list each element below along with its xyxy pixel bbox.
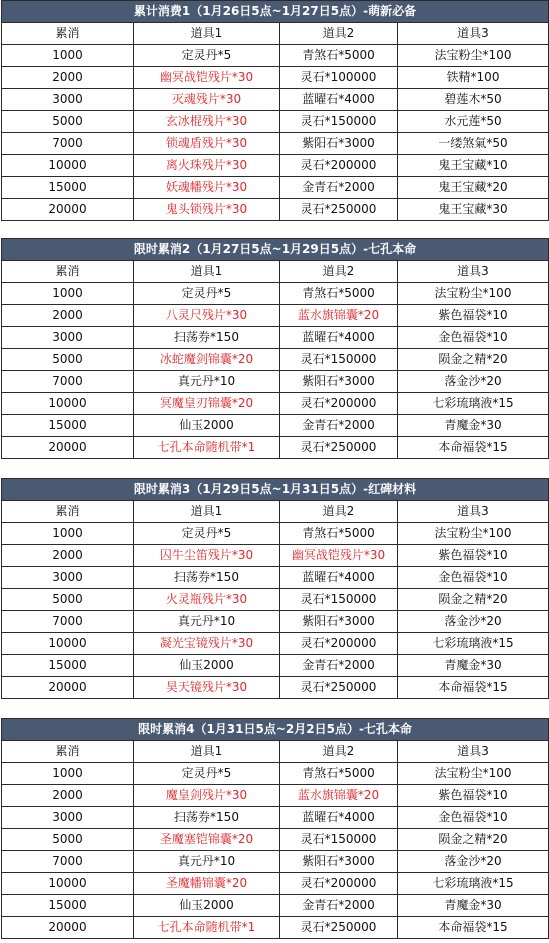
column-header: 道具3 xyxy=(398,501,549,523)
column-header: 道具3 xyxy=(398,741,549,763)
threshold-cell: 20000 xyxy=(2,437,134,459)
column-header: 道具1 xyxy=(134,23,280,45)
table-row xyxy=(2,89,549,111)
table-row xyxy=(2,177,549,199)
reward-item-cell: 火灵瓶残片*30 xyxy=(134,589,280,611)
reward-item-cell: 魔皇剑残片*30 xyxy=(134,785,280,807)
threshold-cell: 3000 xyxy=(2,807,134,829)
reward-item-cell: 蓝曜石*4000 xyxy=(280,89,398,111)
reward-item-cell: 紫阳石*3000 xyxy=(280,611,398,633)
reward-item-cell: 仙玉2000 xyxy=(134,415,280,437)
reward-item-cell: 囚牛尘笛残片*30 xyxy=(134,545,280,567)
reward-item-cell: 圣魔塞铠锦囊*20 xyxy=(134,829,280,851)
section-title: 累计消费1（1月26日5点~1月27日5点）-萌新必备 xyxy=(2,1,549,23)
column-header: 累消 xyxy=(2,741,134,763)
threshold-cell: 15000 xyxy=(2,177,134,199)
column-header: 道具3 xyxy=(398,261,549,283)
section-title-row xyxy=(2,239,549,261)
reward-item-cell: 本命福袋*15 xyxy=(398,437,549,459)
header-row xyxy=(2,741,549,763)
column-header: 道具1 xyxy=(134,741,280,763)
reward-item-cell: 一缕煞氣*50 xyxy=(398,133,549,155)
reward-table xyxy=(1,238,549,459)
reward-item-cell: 紫阳石*3000 xyxy=(280,851,398,873)
reward-item-cell: 灵石*150000 xyxy=(280,349,398,371)
threshold-cell: 10000 xyxy=(2,155,134,177)
threshold-cell: 5000 xyxy=(2,829,134,851)
column-header: 道具2 xyxy=(280,501,398,523)
section-title: 限时累消4（1月31日5点~2月2日5点）-七孔本命 xyxy=(2,719,549,741)
table-row xyxy=(2,67,549,89)
table-row xyxy=(2,677,549,699)
reward-item-cell: 青煞石*5000 xyxy=(280,763,398,785)
reward-item-cell: 紫色福袋*10 xyxy=(398,785,549,807)
threshold-cell: 20000 xyxy=(2,917,134,939)
reward-item-cell: 仙玉2000 xyxy=(134,895,280,917)
section-title: 限时累消3（1月29日5点~1月31日5点）-红碑材料 xyxy=(2,479,549,501)
reward-item-cell: 鬼头锁残片*30 xyxy=(134,199,280,221)
column-header: 道具1 xyxy=(134,261,280,283)
column-header: 累消 xyxy=(2,501,134,523)
reward-item-cell: 蓝曜石*4000 xyxy=(280,327,398,349)
table-row xyxy=(2,829,549,851)
threshold-cell: 1000 xyxy=(2,283,134,305)
reward-item-cell: 蓝水旗锦囊*20 xyxy=(280,305,398,327)
threshold-cell: 10000 xyxy=(2,873,134,895)
threshold-cell: 10000 xyxy=(2,633,134,655)
threshold-cell: 15000 xyxy=(2,895,134,917)
reward-item-cell: 灵石*150000 xyxy=(280,829,398,851)
reward-item-cell: 幽冥战铠残片*30 xyxy=(280,545,398,567)
table-row xyxy=(2,133,549,155)
reward-section xyxy=(1,478,548,699)
reward-item-cell: 铁精*100 xyxy=(398,67,549,89)
threshold-cell: 1000 xyxy=(2,523,134,545)
threshold-cell: 7000 xyxy=(2,851,134,873)
reward-item-cell: 金色福袋*10 xyxy=(398,327,549,349)
threshold-cell: 3000 xyxy=(2,327,134,349)
section-title-row xyxy=(2,479,549,501)
reward-item-cell: 碧莲木*50 xyxy=(398,89,549,111)
table-row xyxy=(2,589,549,611)
reward-item-cell: 冰蛇魔剑锦囊*20 xyxy=(134,349,280,371)
threshold-cell: 10000 xyxy=(2,393,134,415)
threshold-cell: 20000 xyxy=(2,199,134,221)
reward-item-cell: 法宝粉尘*100 xyxy=(398,283,549,305)
reward-item-cell: 七彩琉璃液*15 xyxy=(398,633,549,655)
threshold-cell: 7000 xyxy=(2,611,134,633)
reward-section xyxy=(1,238,548,459)
reward-item-cell: 七彩琉璃液*15 xyxy=(398,393,549,415)
reward-item-cell: 鬼王宝藏*30 xyxy=(398,199,549,221)
reward-item-cell: 圣魔幡锦囊*20 xyxy=(134,873,280,895)
table-row xyxy=(2,199,549,221)
section-title-row xyxy=(2,719,549,741)
threshold-cell: 7000 xyxy=(2,371,134,393)
reward-item-cell: 灵石*200000 xyxy=(280,393,398,415)
threshold-cell: 2000 xyxy=(2,545,134,567)
reward-item-cell: 金青石*2000 xyxy=(280,895,398,917)
reward-item-cell: 灵石*100000 xyxy=(280,67,398,89)
table-row xyxy=(2,111,549,133)
reward-item-cell: 灵石*250000 xyxy=(280,437,398,459)
table-row xyxy=(2,545,549,567)
threshold-cell: 5000 xyxy=(2,111,134,133)
reward-item-cell: 青魔金*30 xyxy=(398,415,549,437)
reward-item-cell: 幽冥战铠残片*30 xyxy=(134,67,280,89)
threshold-cell: 5000 xyxy=(2,589,134,611)
reward-item-cell: 本命福袋*15 xyxy=(398,677,549,699)
reward-item-cell: 八灵尺残片*30 xyxy=(134,305,280,327)
reward-item-cell: 落金沙*20 xyxy=(398,371,549,393)
reward-item-cell: 扫荡券*150 xyxy=(134,567,280,589)
table-row xyxy=(2,283,549,305)
reward-item-cell: 紫阳石*3000 xyxy=(280,371,398,393)
reward-item-cell: 法宝粉尘*100 xyxy=(398,45,549,67)
reward-item-cell: 金色福袋*10 xyxy=(398,567,549,589)
column-header: 道具1 xyxy=(134,501,280,523)
reward-section xyxy=(1,718,548,939)
reward-section xyxy=(1,0,548,221)
reward-item-cell: 真元丹*10 xyxy=(134,611,280,633)
reward-item-cell: 离火珠残片*30 xyxy=(134,155,280,177)
reward-item-cell: 法宝粉尘*100 xyxy=(398,523,549,545)
threshold-cell: 2000 xyxy=(2,305,134,327)
table-row xyxy=(2,567,549,589)
reward-item-cell: 灵石*200000 xyxy=(280,873,398,895)
table-row xyxy=(2,633,549,655)
reward-item-cell: 妖魂幡残片*30 xyxy=(134,177,280,199)
threshold-cell: 2000 xyxy=(2,67,134,89)
reward-item-cell: 昊天镜残片*30 xyxy=(134,677,280,699)
reward-item-cell: 青煞石*5000 xyxy=(280,523,398,545)
reward-item-cell: 落金沙*20 xyxy=(398,611,549,633)
reward-item-cell: 蓝水旗锦囊*20 xyxy=(280,785,398,807)
table-row xyxy=(2,393,549,415)
reward-item-cell: 扫荡券*150 xyxy=(134,807,280,829)
table-row xyxy=(2,45,549,67)
threshold-cell: 3000 xyxy=(2,567,134,589)
reward-item-cell: 灵石*150000 xyxy=(280,111,398,133)
reward-item-cell: 青魔金*30 xyxy=(398,895,549,917)
reward-item-cell: 灵石*150000 xyxy=(280,589,398,611)
reward-item-cell: 金青石*2000 xyxy=(280,655,398,677)
table-row xyxy=(2,327,549,349)
table-row xyxy=(2,415,549,437)
table-row xyxy=(2,155,549,177)
table-row xyxy=(2,851,549,873)
reward-item-cell: 灵石*200000 xyxy=(280,155,398,177)
reward-item-cell: 紫色福袋*10 xyxy=(398,545,549,567)
reward-item-cell: 仙玉2000 xyxy=(134,655,280,677)
reward-item-cell: 鬼王宝藏*20 xyxy=(398,177,549,199)
reward-item-cell: 定灵丹*5 xyxy=(134,763,280,785)
reward-item-cell: 金青石*2000 xyxy=(280,415,398,437)
reward-item-cell: 紫阳石*3000 xyxy=(280,133,398,155)
threshold-cell: 3000 xyxy=(2,89,134,111)
threshold-cell: 20000 xyxy=(2,677,134,699)
header-row xyxy=(2,261,549,283)
reward-item-cell: 冥魔皇刃锦囊*20 xyxy=(134,393,280,415)
reward-item-cell: 陨金之精*20 xyxy=(398,589,549,611)
column-header: 道具2 xyxy=(280,741,398,763)
column-header: 累消 xyxy=(2,23,134,45)
reward-item-cell: 定灵丹*5 xyxy=(134,283,280,305)
reward-item-cell: 真元丹*10 xyxy=(134,851,280,873)
column-header: 道具2 xyxy=(280,23,398,45)
threshold-cell: 15000 xyxy=(2,655,134,677)
threshold-cell: 15000 xyxy=(2,415,134,437)
reward-item-cell: 青煞石*5000 xyxy=(280,45,398,67)
reward-table xyxy=(1,0,549,221)
section-title-row xyxy=(2,1,549,23)
section-title: 限时累消2（1月27日5点~1月29日5点）-七孔本命 xyxy=(2,239,549,261)
table-row xyxy=(2,873,549,895)
reward-item-cell: 锁魂盾残片*30 xyxy=(134,133,280,155)
table-row xyxy=(2,349,549,371)
threshold-cell: 7000 xyxy=(2,133,134,155)
reward-item-cell: 蓝曜石*4000 xyxy=(280,807,398,829)
reward-item-cell: 陨金之精*20 xyxy=(398,829,549,851)
reward-item-cell: 定灵丹*5 xyxy=(134,45,280,67)
header-row xyxy=(2,23,549,45)
column-header: 道具2 xyxy=(280,261,398,283)
reward-item-cell: 扫荡券*150 xyxy=(134,327,280,349)
reward-item-cell: 金青石*2000 xyxy=(280,177,398,199)
reward-item-cell: 灵石*200000 xyxy=(280,633,398,655)
table-row xyxy=(2,523,549,545)
table-row xyxy=(2,655,549,677)
reward-item-cell: 水元莲*50 xyxy=(398,111,549,133)
header-row xyxy=(2,501,549,523)
table-row xyxy=(2,305,549,327)
reward-item-cell: 紫色福袋*10 xyxy=(398,305,549,327)
reward-item-cell: 法宝粉尘*100 xyxy=(398,763,549,785)
threshold-cell: 5000 xyxy=(2,349,134,371)
table-row xyxy=(2,371,549,393)
reward-item-cell: 灭魂残片*30 xyxy=(134,89,280,111)
reward-item-cell: 灵石*250000 xyxy=(280,199,398,221)
reward-item-cell: 本命福袋*15 xyxy=(398,917,549,939)
threshold-cell: 1000 xyxy=(2,763,134,785)
threshold-cell: 2000 xyxy=(2,785,134,807)
reward-item-cell: 七孔本命随机带*1 xyxy=(134,917,280,939)
reward-item-cell: 七孔本命随机带*1 xyxy=(134,437,280,459)
reward-item-cell: 金色福袋*10 xyxy=(398,807,549,829)
reward-table xyxy=(1,478,549,699)
reward-item-cell: 定灵丹*5 xyxy=(134,523,280,545)
reward-item-cell: 青煞石*5000 xyxy=(280,283,398,305)
reward-item-cell: 灵石*250000 xyxy=(280,677,398,699)
reward-item-cell: 陨金之精*20 xyxy=(398,349,549,371)
reward-item-cell: 蓝曜石*4000 xyxy=(280,567,398,589)
table-row xyxy=(2,895,549,917)
reward-item-cell: 鬼王宝藏*10 xyxy=(398,155,549,177)
reward-item-cell: 凝光宝镜残片*30 xyxy=(134,633,280,655)
reward-item-cell: 落金沙*20 xyxy=(398,851,549,873)
reward-item-cell: 七彩琉璃液*15 xyxy=(398,873,549,895)
reward-item-cell: 真元丹*10 xyxy=(134,371,280,393)
table-row xyxy=(2,807,549,829)
column-header: 道具3 xyxy=(398,23,549,45)
reward-item-cell: 灵石*250000 xyxy=(280,917,398,939)
table-row xyxy=(2,763,549,785)
table-row xyxy=(2,917,549,939)
column-header: 累消 xyxy=(2,261,134,283)
table-row xyxy=(2,611,549,633)
reward-item-cell: 青魔金*30 xyxy=(398,655,549,677)
table-row xyxy=(2,437,549,459)
reward-item-cell: 玄冰棍残片*30 xyxy=(134,111,280,133)
threshold-cell: 1000 xyxy=(2,45,134,67)
table-row xyxy=(2,785,549,807)
reward-table xyxy=(1,718,549,939)
